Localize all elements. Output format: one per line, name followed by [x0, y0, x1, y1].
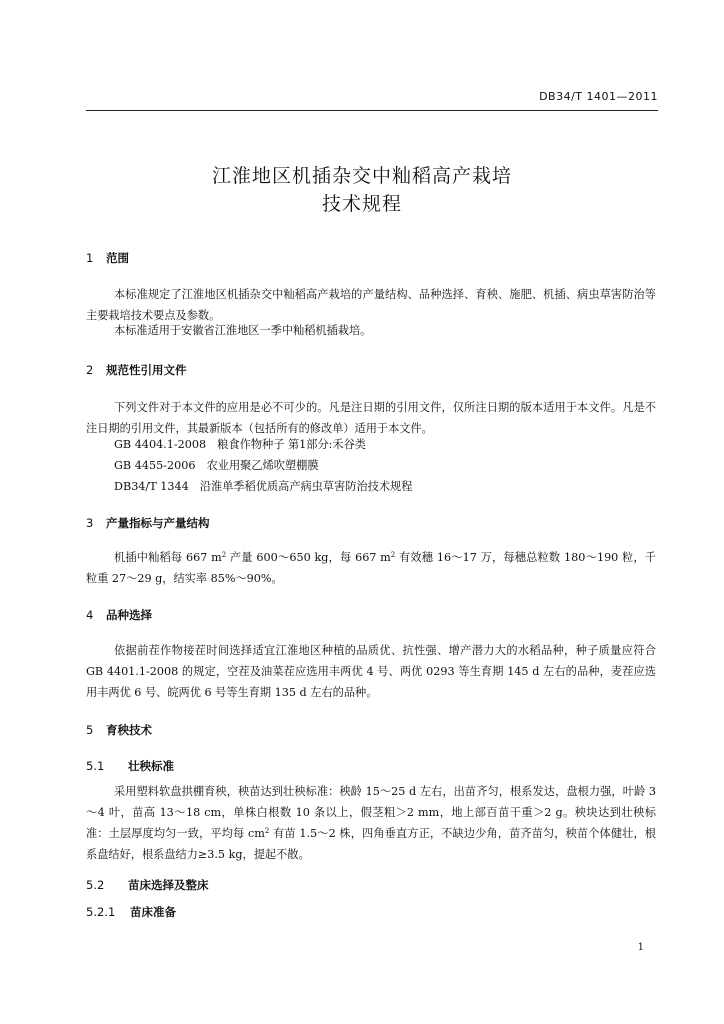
section-title: 壮秧标准	[128, 759, 174, 773]
section-3-heading	[86, 515, 210, 531]
section-4-heading	[86, 607, 152, 623]
text-run: 有苗 1.5～2 株，四角垂直方正，不缺边少角，苗齐苗匀，秧苗个体健壮，根系盘结好，根系盘结力≥3.5 kg，提起不散。	[86, 827, 656, 861]
section-5-heading	[86, 722, 152, 738]
section-5-2-heading	[86, 877, 209, 893]
superscript: 2	[221, 551, 227, 559]
text-run: 机插中籼稻每 667 m	[114, 551, 222, 564]
reference-item: GB 4455-2006 农业用聚乙烯吹塑棚膜	[114, 459, 319, 472]
section-5-1-para-1	[86, 781, 656, 865]
section-2-heading	[86, 362, 187, 378]
text-run: 产量 600～650 kg，每 667 m	[226, 551, 391, 564]
section-number: 3	[86, 516, 94, 530]
section-1-heading	[86, 250, 129, 266]
text-run: 采用塑料软盘拱棚育秧，秧苗达到壮秧标准：秧龄 15～25 d 左右，出苗齐匀，根系发达，盘根力强，叶龄 3～4 叶，苗高 13～18 cm，单株白根数 10 条以上，假茎粗＞2 mm，地上部百苗干重＞2 g。秧块达到壮秧标准：土层厚度均匀一致，平均每 cm	[86, 785, 656, 840]
section-title: 规范性引用文件	[106, 363, 187, 377]
section-2-para-1: 下列文件对于本文件的应用是必不可少的。凡是注日期的引用文件，仅所注日期的版本适用于本文件。凡是不注日期的引用文件，其最新版本（包括所有的修改单）适用于本文件。	[86, 401, 656, 435]
reference-item: DB34/T 1344 沿淮单季稻优质高产病虫草害防治技术规程	[114, 480, 413, 493]
section-number: 5.2.1	[86, 905, 116, 919]
text-run: 有效穗 16～17 万，每穗总粒数 180～190 粒，千粒重 27～29 g，结实率 85%～90%。	[86, 551, 656, 585]
section-number: 1	[86, 251, 94, 265]
section-number: 2	[86, 363, 94, 377]
section-number: 5	[86, 723, 94, 737]
section-1-para-2: 本标准适用于安徽省江淮地区一季中籼稻机插栽培。	[114, 324, 372, 337]
section-title: 苗床选择及整床	[128, 878, 209, 892]
superscript: 2	[264, 827, 270, 835]
section-number: 4	[86, 608, 94, 622]
section-title: 产量指标与产量结构	[106, 516, 210, 530]
section-number: 5.2	[86, 878, 105, 892]
section-3-para-1	[86, 547, 656, 589]
section-1-para-1: 本标准规定了江淮地区机插杂交中籼稻高产栽培的产量结构、品种选择、育秧、施肥、机插、病虫草害防治等主要栽培技术要点及参数。	[86, 288, 656, 322]
section-5-1-heading	[86, 758, 174, 774]
section-number: 5.1	[86, 759, 105, 773]
section-title: 苗床准备	[130, 905, 176, 919]
reference-item: GB 4404.1-2008 粮食作物种子 第1部分:禾谷类	[114, 438, 366, 451]
standard-code: DB34/T 1401—2011	[539, 90, 658, 103]
page-number: 1	[637, 942, 644, 953]
document-title-line1: 江淮地区机插杂交中籼稻高产栽培	[211, 165, 512, 187]
section-title: 育秧技术	[106, 723, 152, 737]
document-title-line2: 技术规程	[321, 193, 402, 215]
section-title: 范围	[106, 251, 129, 265]
section-4-para-1: 依据前茬作物接茬时间选择适宜江淮地区种植的品质优、抗性强、增产潜力大的水稻品种，种子质量应符合 GB 4401.1-2008 的规定，空茬及油菜茬应选用丰两优 4 号、两优 0293 等生育期 145 d 左右的品种，麦茬应选用丰两优 6 号、皖两优 6 号等生育期 135 d 左右的品种。	[86, 644, 656, 699]
section-5-2-1-heading	[86, 904, 176, 920]
section-title: 品种选择	[106, 608, 152, 622]
header-rule	[86, 110, 658, 111]
superscript: 2	[390, 551, 396, 559]
